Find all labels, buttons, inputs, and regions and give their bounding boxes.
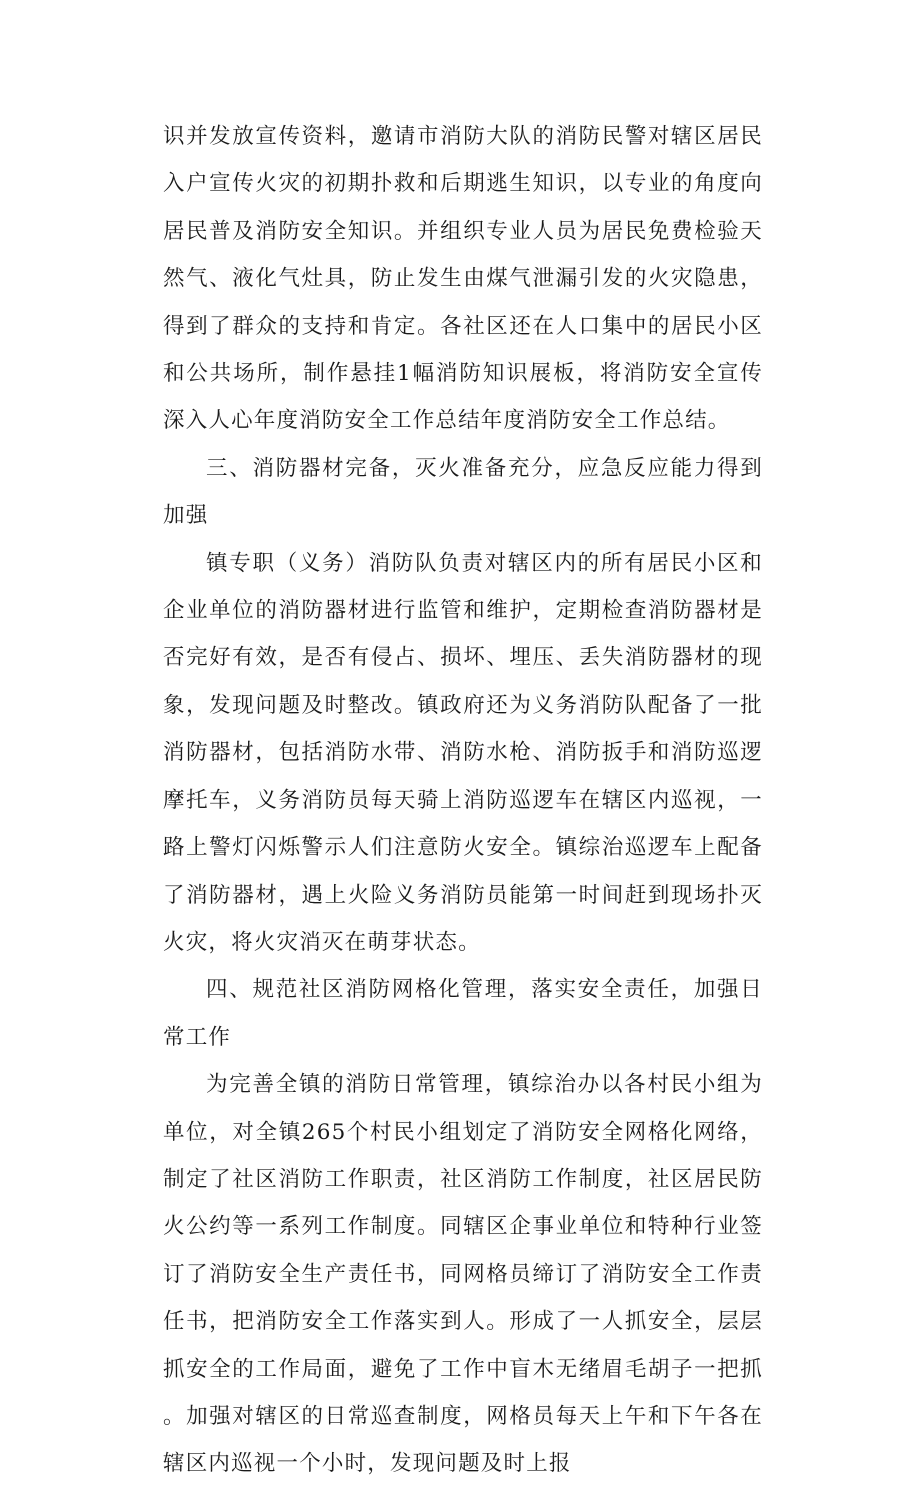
- paragraph-fire-equipment: 镇专职（义务）消防队负责对辖区内的所有居民小区和企业单位的消防器材进行监管和维护，定期检查消防器材是否完好有效，是否有侵占、损坏、埋压、丢失消防器材的现象，发现问题及时整改。镇政府还为义务消防队配备了一批消防器材，包括消防水带、消防水枪、消防扳手和消防巡逻摩托车，义务消防员每天骑上消防巡逻车在辖区内巡视，一路上警灯闪烁警示人们注意防火安全。镇综治巡逻车上配备了消防器材，遇上火险义务消防员能第一时间赶到现场扑灭火灾，将火灾消灭在萌芽状态。: [163, 550, 763, 955]
- document-body: [163, 113, 763, 1488]
- paragraph-continued: 识并发放宣传资料，邀请市消防大队的消防民警对辖区居民入户宣传火灾的初期扑救和后期逃生知识，以专业的角度向居民普及消防安全知识。并组织专业人员为居民免费检验天然气、液化气灶具，防止发生由煤气泄漏引发的火灾隐患，得到了群众的支持和肯定。各社区还在人口集中的居民小区和公共场所，制作悬挂1幅消防知识展板，将消防安全宣传深入人心年度消防安全工作总结年度消防安全工作总结。: [163, 124, 763, 434]
- section-heading-four: 四、规范社区消防网格化管理，落实安全责任，加强日常工作: [163, 977, 763, 1050]
- section-heading-three: 三、消防器材完备，灭火准备充分，应急反应能力得到加强: [163, 455, 763, 529]
- paragraph-grid-management: 为完善全镇的消防日常管理，镇综治办以各村民小组为单位，对全镇265个村民小组划定了消防安全网格化网络，制定了社区消防工作职责，社区消防工作制度，社区居民防火公约等一系列工作制度。同辖区企事业单位和特种行业签订了消防安全生产责任书，同网格员缔订了消防安全工作责任书，把消防安全工作落实到人。形成了一人抓安全，层层抓安全的工作局面，避免了工作中盲木无绪眉毛胡子一把抓。加强对辖区的日常巡查制度，网格员每天上午和下午各在辖区内巡视一个小时，发现问题及时上报: [163, 1072, 763, 1477]
